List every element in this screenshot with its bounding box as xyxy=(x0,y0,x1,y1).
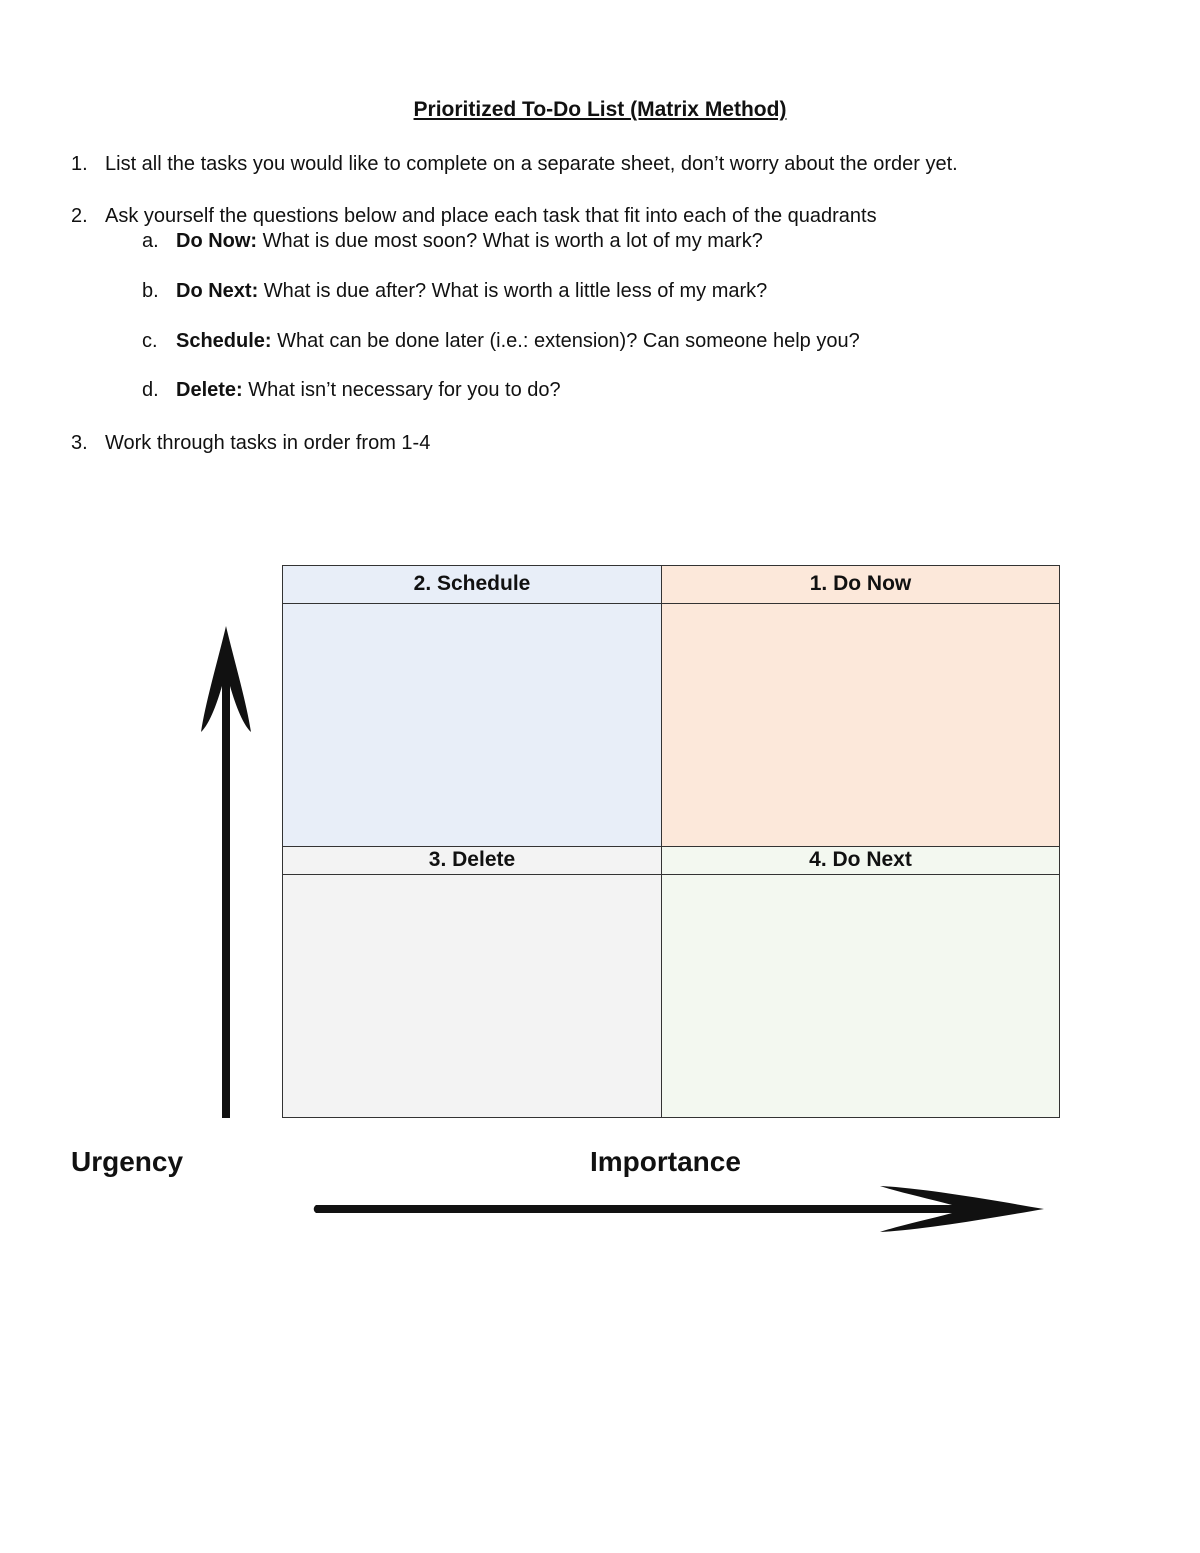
substep-letter: a. xyxy=(142,230,159,252)
substep-letter: c. xyxy=(142,330,158,352)
quadrant-header: 2. Schedule xyxy=(283,566,661,604)
substep-letter: b. xyxy=(142,280,159,302)
step-1 xyxy=(71,153,958,176)
priority-matrix xyxy=(282,565,1060,1118)
x-axis-label: Importance xyxy=(590,1146,741,1177)
substep-text: What is due most soon? What is worth a lot of my mark? xyxy=(257,230,763,252)
substep-a xyxy=(142,230,763,253)
substep-label: Do Now: xyxy=(176,230,258,252)
y-axis-label: Urgency xyxy=(71,1146,184,1177)
substep-letter: d. xyxy=(142,379,159,401)
step-text: List all the tasks you would like to complete on a separate sheet, don’t worry about the order yet. xyxy=(105,153,958,175)
step-text: Ask yourself the questions below and place each task that fit into each of the quadrants xyxy=(105,205,877,227)
quadrant-header: 1. Do Now xyxy=(662,566,1059,604)
step-text: Work through tasks in order from 1-4 xyxy=(105,432,431,454)
substep-text: What can be done later (i.e.: extension)? Can someone help you? xyxy=(271,330,860,352)
quadrant-schedule xyxy=(283,566,662,847)
quadrant-do-next xyxy=(662,847,1059,1117)
substep-label: Do Next: xyxy=(176,280,259,302)
substep-d xyxy=(142,379,561,402)
substep-text: What is due after? What is worth a little less of my mark? xyxy=(258,280,768,302)
quadrant-do-now xyxy=(662,566,1059,847)
substep-label: Delete: xyxy=(176,379,243,401)
quadrant-header: 4. Do Next xyxy=(662,847,1059,875)
step-number: 1. xyxy=(71,153,88,175)
arrow-up-icon xyxy=(196,620,256,1124)
substep-c xyxy=(142,330,860,353)
arrow-right-icon xyxy=(312,1180,1048,1238)
quadrant-delete xyxy=(283,847,662,1117)
quadrant-header: 3. Delete xyxy=(283,847,661,875)
step-number: 3. xyxy=(71,432,88,454)
step-2 xyxy=(71,205,877,228)
step-number: 2. xyxy=(71,205,88,227)
step-3 xyxy=(71,432,430,455)
substep-label: Schedule: xyxy=(176,330,272,352)
substep-text: What isn’t necessary for you to do? xyxy=(242,379,561,401)
substep-b xyxy=(142,280,767,303)
page-title: Prioritized To-Do List (Matrix Method) xyxy=(413,98,787,121)
